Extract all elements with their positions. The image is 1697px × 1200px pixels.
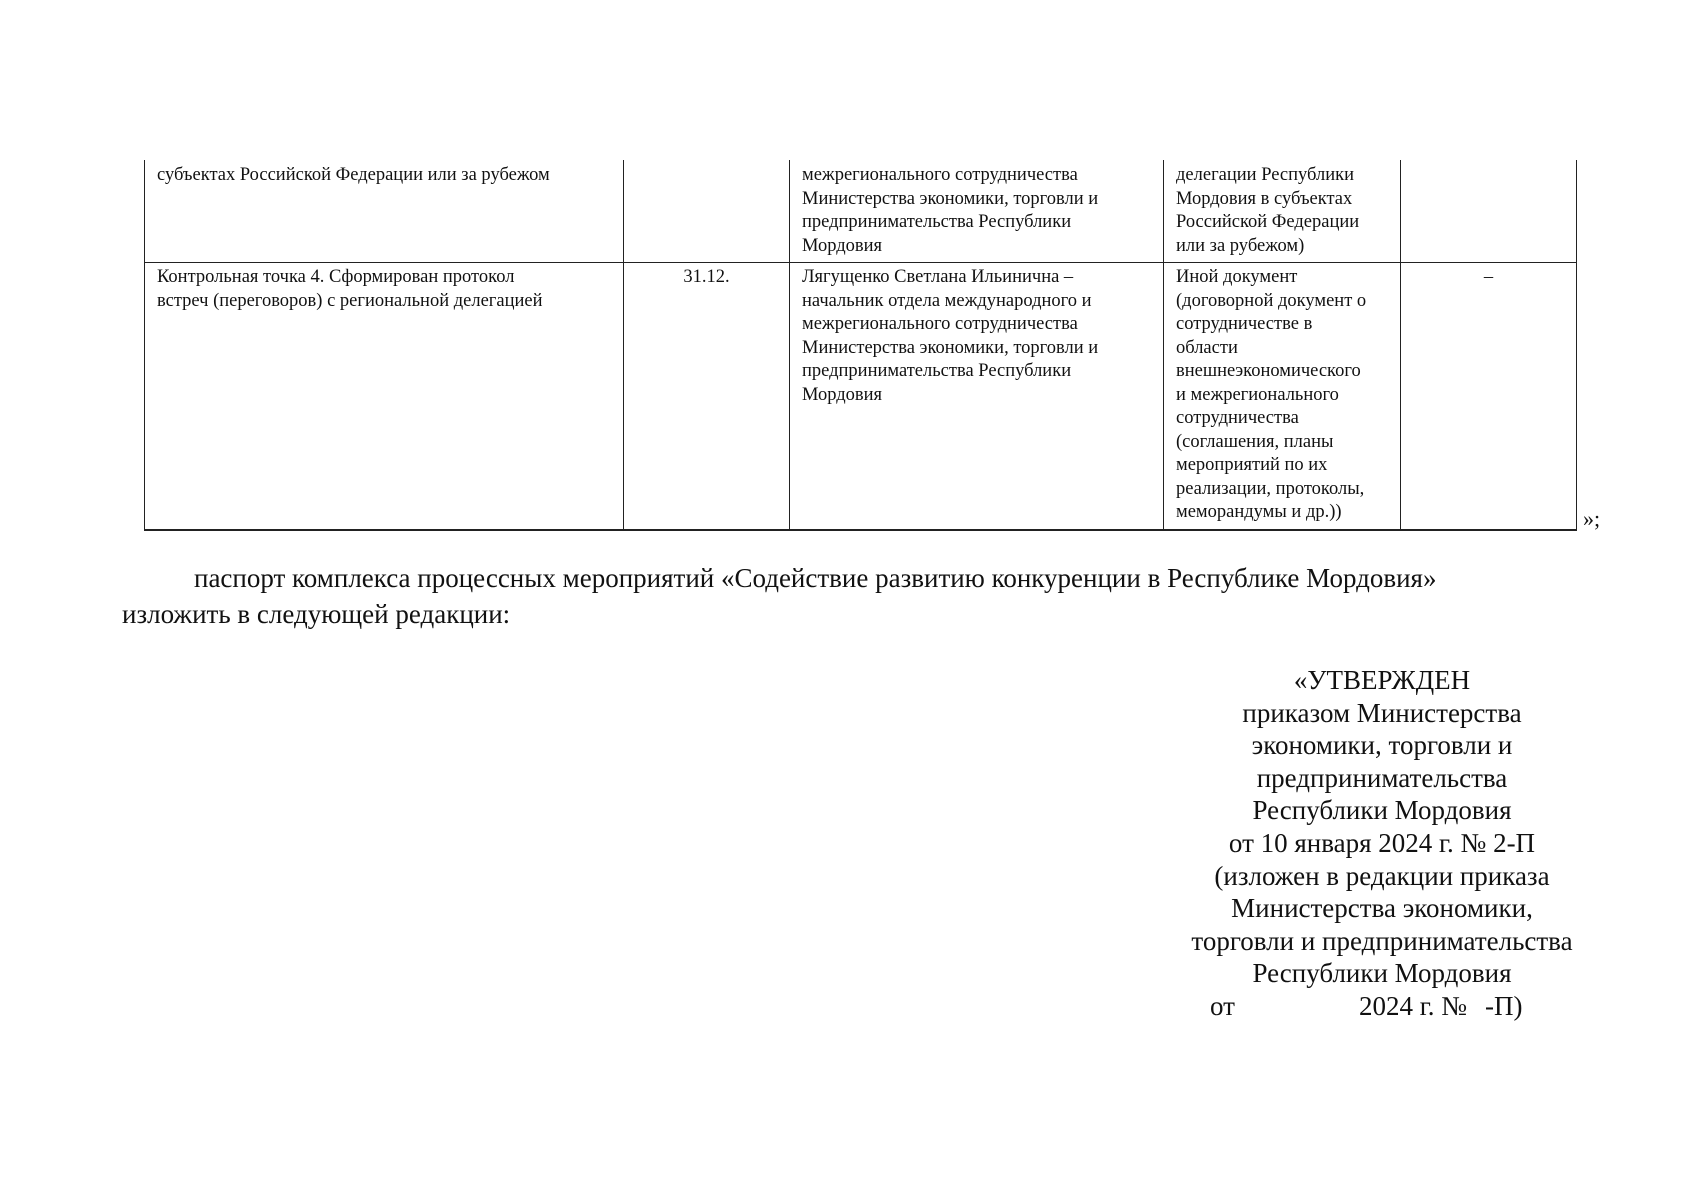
- cell-line: (договорной документ о: [1176, 290, 1367, 311]
- cell-line: Иной документ: [1176, 267, 1298, 287]
- order-year-label: 2024 г. №: [1358, 990, 1467, 1021]
- cell-line: сотрудничества: [1176, 408, 1299, 428]
- approval-line: экономики, торговли и: [1251, 730, 1513, 761]
- cell-line: Мордовия: [802, 384, 883, 405]
- closing-quote: »;: [1583, 506, 1601, 531]
- approval-line: предпринимательства: [1256, 762, 1508, 793]
- cell-line: сотрудничестве в: [1176, 314, 1313, 334]
- cell-line: Министерства экономики, торговли и: [802, 337, 1099, 358]
- control-points-table-wrap: [144, 160, 1576, 531]
- table-cell-event: субъектах Российской Федерации или за рубежом: [145, 160, 624, 263]
- cell-line: (соглашения, планы: [1176, 431, 1334, 452]
- paragraph-line-2: изложить в следующей редакции:: [122, 599, 511, 629]
- cell-line: меморандумы и др.)): [1176, 502, 1342, 522]
- cell-line: предпринимательства Республики: [802, 361, 1072, 381]
- cell-line: межрегионального сотрудничества: [802, 314, 1078, 334]
- cell-line: Лягущенко Светлана Ильинична –: [802, 267, 1074, 287]
- cell-line: внешнеэкономического: [1176, 361, 1361, 381]
- order-from-label: от: [1210, 990, 1235, 1021]
- body-paragraph: [122, 560, 1603, 632]
- approval-blank-order-line: [1172, 990, 1592, 1023]
- cell-line: Министерства экономики, торговли и: [802, 188, 1099, 209]
- approval-line: «УТВЕРЖДЕН: [1293, 665, 1471, 695]
- table-cell-date: 31.12.: [624, 263, 790, 530]
- table-row: [145, 160, 1577, 263]
- paragraph-line-1: паспорт комплекса процессных мероприятий «Содействие развитию конкуренции в Республике Мордовия»: [194, 563, 1437, 593]
- cell-line: межрегионального сотрудничества: [802, 165, 1078, 185]
- approval-line: торговли и предпринимательства: [1191, 925, 1573, 956]
- approval-line: приказом Министерства: [1242, 697, 1522, 728]
- cell-line: встреч (переговоров) с региональной делегацией: [157, 290, 543, 311]
- approval-line: от 10 января 2024 г. № 2-П: [1228, 827, 1536, 858]
- table-cell-note: –: [1401, 263, 1577, 530]
- cell-line: предпринимательства Республики: [802, 212, 1072, 232]
- table-cell-event: [145, 263, 624, 530]
- cell-line: или за рубежом): [1176, 235, 1305, 256]
- cell-line: Мордовия: [802, 235, 883, 256]
- approval-stamp-block: [1172, 664, 1592, 1023]
- cell-line: области: [1176, 337, 1238, 358]
- approval-line: Республики Мордовия: [1252, 795, 1512, 826]
- cell-line: Российской Федерации: [1176, 212, 1360, 232]
- table-cell-note: [1401, 160, 1577, 263]
- cell-line: и межрегионального: [1176, 384, 1339, 405]
- order-suffix-label: -П): [1485, 990, 1523, 1021]
- approval-line: Министерства экономики,: [1231, 893, 1533, 924]
- cell-line: реализации, протоколы,: [1176, 478, 1365, 499]
- cell-line: Мордовия в субъектах: [1176, 188, 1353, 209]
- cell-line: делегации Республики: [1176, 165, 1354, 185]
- approval-line: Республики Мордовия: [1252, 958, 1512, 989]
- cell-line: мероприятий по их: [1176, 455, 1328, 475]
- cell-line: начальник отдела международного и: [802, 290, 1092, 311]
- table-cell-responsible: [790, 263, 1164, 530]
- table-cell-document: [1164, 160, 1401, 263]
- table-cell-responsible: [790, 160, 1164, 263]
- table-row: [145, 263, 1577, 530]
- table-cell-document: [1164, 263, 1401, 530]
- cell-line: Контрольная точка 4. Сформирован протокол: [157, 267, 515, 287]
- table-cell-date: [624, 160, 790, 263]
- approval-line: (изложен в редакции приказа: [1214, 860, 1550, 891]
- control-points-table: [144, 160, 1577, 531]
